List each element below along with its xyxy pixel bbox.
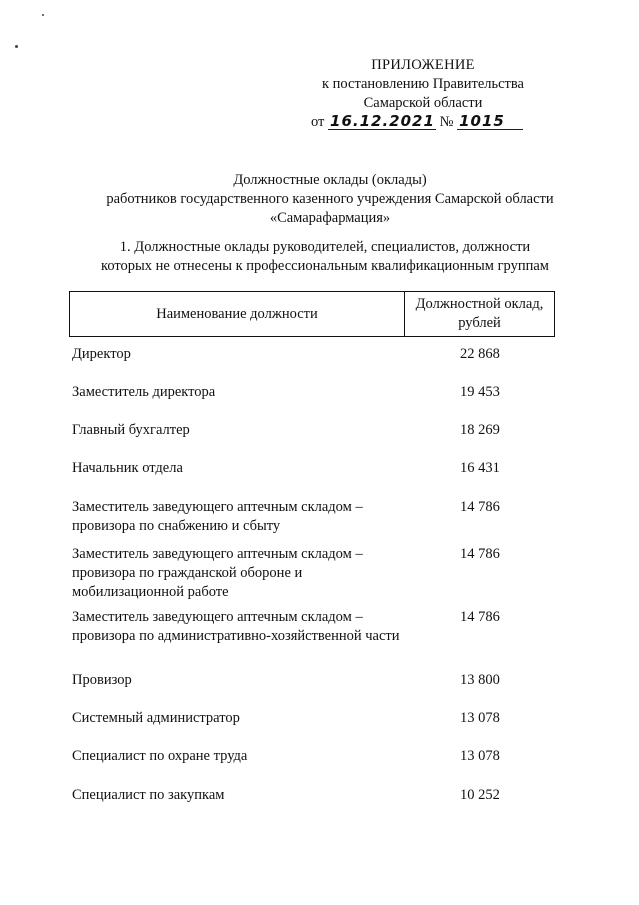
section-line-2: которых не отнесены к профессиональным квалификационным группам [101, 258, 549, 274]
title-line-3: «Самарафармация» [269, 210, 391, 226]
scan-speck [42, 14, 44, 16]
position-name: Заместитель директора [72, 384, 216, 400]
number-label: № [439, 114, 454, 130]
salary-value: 16 431 [460, 460, 500, 476]
handwritten-date: 16.12.2021 [330, 112, 435, 130]
salary-value: 19 453 [460, 384, 500, 400]
position-name: Заместитель заведующего аптечным складом – провизора по административно-хозяйственной части [72, 609, 400, 644]
salary-value: 14 786 [460, 499, 500, 515]
table-header [69, 291, 555, 337]
position-name: Заместитель заведующего аптечным складом – провизора по снабжению и сбыту [72, 499, 363, 534]
position-name: Начальник отдела [72, 460, 183, 476]
salary-value: 13 800 [460, 672, 500, 688]
salary-value: 22 868 [460, 346, 500, 362]
date-number-line [293, 113, 553, 132]
appendix-block [293, 56, 553, 132]
appendix-title: ПРИЛОЖЕНИЕ [371, 57, 475, 73]
position-name: Директор [72, 346, 131, 362]
position-name: Системный администратор [72, 710, 240, 726]
salary-value: 18 269 [460, 422, 500, 438]
salary-value: 14 786 [460, 609, 500, 625]
title-line-1: Должностные оклады (оклады) [233, 172, 427, 188]
header-salary-line-2: рублей [458, 315, 501, 331]
header-position: Наименование должности [70, 292, 405, 336]
from-label: от [311, 114, 325, 130]
section-title [60, 238, 590, 276]
position-name: Заместитель заведующего аптечным складом – провизора по гражданской обороне и мобилизационной работе [72, 546, 363, 600]
position-name: Главный бухгалтер [72, 422, 190, 438]
salary-value: 13 078 [460, 710, 500, 726]
document-title [60, 171, 600, 228]
title-line-2: работников государственного казенного учреждения Самарской области [106, 191, 554, 207]
salary-value: 13 078 [460, 748, 500, 764]
position-name: Специалист по охране труда [72, 748, 248, 764]
appendix-line-1: к постановлению Правительства [322, 76, 524, 92]
header-salary [405, 292, 554, 336]
scan-speck [15, 45, 18, 48]
salary-value: 14 786 [460, 546, 500, 562]
handwritten-number: 1015 [457, 113, 523, 130]
salary-value: 10 252 [460, 787, 500, 803]
header-salary-line-1: Должностной оклад, [415, 296, 544, 312]
section-line-1: 1. Должностные оклады руководителей, специалистов, должности [119, 239, 531, 255]
position-name: Провизор [72, 672, 132, 688]
position-name: Специалист по закупкам [72, 787, 225, 803]
appendix-line-2: Самарской области [363, 95, 483, 111]
